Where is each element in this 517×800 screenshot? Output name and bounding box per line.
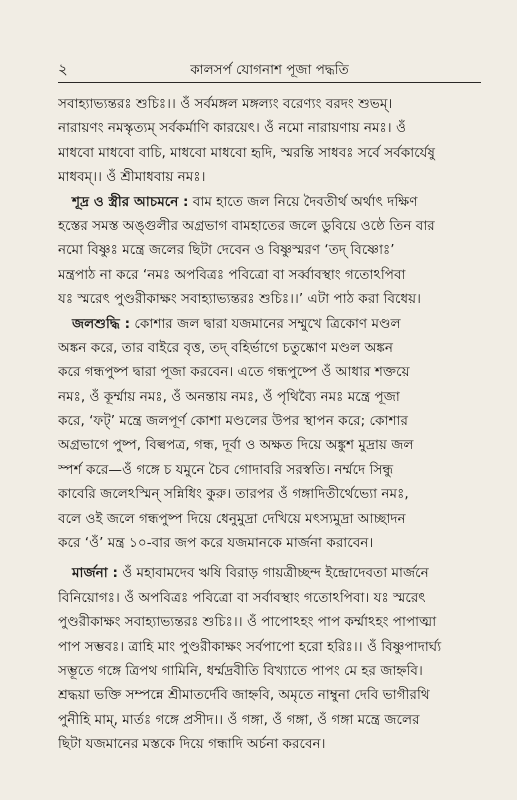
- text-line: ছিটা যজমানের মস্তকে দিয়ে গন্ধাদি অর্চনা করবেন।: [58, 736, 326, 753]
- section-heading-jalashuddhi: জলশুদ্ধি :: [72, 315, 131, 332]
- page-number: ২: [58, 60, 68, 78]
- text-line: সবাহ্যাভ্যন্তরঃ শুচিঃ।। ওঁ সর্বমঙ্গল মঙ্গল্যং বরেণ্যং বরদং শুভম্।: [58, 96, 393, 112]
- paragraph-jalashuddhi: [58, 312, 483, 556]
- text-line: [58, 561, 483, 585]
- text-run: কোশার জল দ্বারা যজমানের সম্মুখে ত্রিকোণ মণ্ডল: [130, 315, 401, 332]
- text-line: নমঃ, ওঁ কূর্ম্মায় নমঃ, ওঁ অনন্তায় নমঃ, ওঁ পৃথিব্যৈ নমঃ মন্ত্রে পূজা: [58, 388, 400, 405]
- text-line: অগ্রভাগে পুষ্প, বিল্বপত্র, গন্ধ, দূর্বা ও অক্ষত দিয়ে অঙ্কুশ মুদ্রায় জল: [58, 437, 414, 454]
- page-header: [58, 58, 481, 83]
- text-line: যঃ স্মরেৎ পুণ্ডরীকাক্ষং সবাহ্যাভ্যন্তরঃ শুচিঃ।।’ এটা পাঠ করা বিধেয়।: [58, 291, 421, 308]
- text-run: ওঁ মহাবামদেব ঋষি বিরাড় গায়ত্রীচ্ছন্দ ইন্দ্রোদেবতা মার্জনে: [117, 565, 429, 582]
- section-heading-achamana: শূদ্র ও স্ত্রীর আচমনে :: [72, 193, 189, 210]
- paragraph-marjana: [58, 561, 483, 756]
- text-line: বিনিয়োগঃ। ওঁ অপবিত্রঃ পবিত্রো বা সর্বাবস্থাং গতোঽপিবা। যঃ স্মরেৎ: [58, 589, 426, 606]
- text-line: স্পর্শ করে—ওঁ গঙ্গে চ যমুনে চৈব গোদাবরি সরস্বতি। নর্ম্মদে সিন্ধু: [58, 461, 394, 478]
- text-line: বলে ওই জলে গন্ধপুষ্প দিয়ে ধেনুমুদ্রা দেখিয়ে মৎস্যমুদ্রা আচ্ছাদন: [58, 510, 406, 527]
- text-line: করে ‘ওঁ’ মন্ত্র ১০-বার জপ করে যজমানকে মার্জনা করাবেন।: [58, 535, 374, 552]
- text-line: সম্ভূতে গঙ্গে ত্রিপথ গামিনি, ধর্ম্মদ্রবীতি বিখ্যাতে পাপং মে হর জাহ্নবি।: [58, 662, 423, 679]
- text-run: বাম হাতে জল নিয়ে দৈবতীর্থ অর্থাৎ দক্ষিণ: [188, 193, 418, 210]
- text-line: মাধবম্।। ওঁ শ্রীমাধবায় নমঃ।: [58, 169, 206, 186]
- text-line: পাপ সম্ভবঃ। ত্রাহি মাং পুণ্ডরীকাক্ষং সর্বপাপো হরো হরিঃ।। ওঁ বিষ্ণুপাদার্ঘ্য: [58, 638, 442, 655]
- text-line: করে, ‘ফট্’ মন্ত্রে জলপূর্ণ কোশা মণ্ডলের উপর স্থাপন করে; কোশার: [58, 413, 408, 430]
- text-line: মাধবো মাধবো বাচি, মাধবো মাধবো হৃদি, স্মরন্তি সাধবঃ সর্বে সর্বকার্যেষু: [58, 144, 435, 161]
- text-line: হস্তের সমস্ত অঙ্গুলীর অগ্রভাগ বামহাতের জলে ডুবিয়ে ওষ্ঠে তিন বার: [58, 217, 435, 234]
- text-line: কাবেরি জলেঽস্মিন্ সন্নিধিং কুরু। তারপর ওঁ গঙ্গাদিতীর্থেভ্যো নমঃ,: [58, 486, 409, 503]
- text-line: অঙ্কন করে, তার বাইরে বৃত্ত, তদ্ বহির্ভাগে চতুষ্কোণ মণ্ডল অঙ্কন: [58, 339, 394, 356]
- text-line: [58, 190, 483, 214]
- text-line: পুনীহি মাম্, মার্তঃ গঙ্গে প্রসীদ।। ওঁ গঙ্গা, ওঁ গঙ্গা, ওঁ গঙ্গা মন্ত্রে জলের: [58, 711, 420, 728]
- text-line: নারায়ণং নমস্কৃত্যম্ সর্বকর্মাণি কারয়েৎ। ওঁ নমো নারায়ণায় নমঃ। ওঁ: [58, 120, 406, 137]
- text-line: পুণ্ডরীকাক্ষং সবাহ্যাভ্যন্তরঃ শুচিঃ।। ওঁ পাপোঽহং পাপ কর্ম্মাঽহং পাপাত্মা: [58, 614, 437, 631]
- text-line: শ্রদ্ধয়া ভক্তি সম্পন্নে শ্রীমাতর্দেবি জাহ্নবি, অমৃতে নাম্বুনা দেবি ভাগীরথি: [58, 687, 430, 704]
- text-line: নমো বিষ্ণুঃ মন্ত্রে জলের ছিটা দেবেন ও বিষ্ণুস্মরণ ‘তদ্ বিষ্ণোঃ’: [58, 242, 395, 259]
- page-body: [58, 92, 483, 757]
- text-line: করে গন্ধপুষ্প দ্বারা পূজা করবেন। এতে গন্ধপুষ্পে ওঁ আধার শক্তয়ে: [58, 364, 410, 381]
- paragraph-achamana: [58, 190, 483, 312]
- running-title: কালসর্প যোগনাশ পূজা পদ্ধতি: [190, 62, 349, 78]
- paragraph-intro-mantra: [58, 92, 483, 190]
- section-heading-marjana: মার্জনা :: [72, 565, 118, 582]
- text-line: [58, 312, 483, 336]
- text-line: মন্ত্রপাঠ না করে ‘নমঃ অপবিত্রঃ পবিত্রো বা সর্ব্বাবস্থাং গতোঽপিবা: [58, 266, 406, 283]
